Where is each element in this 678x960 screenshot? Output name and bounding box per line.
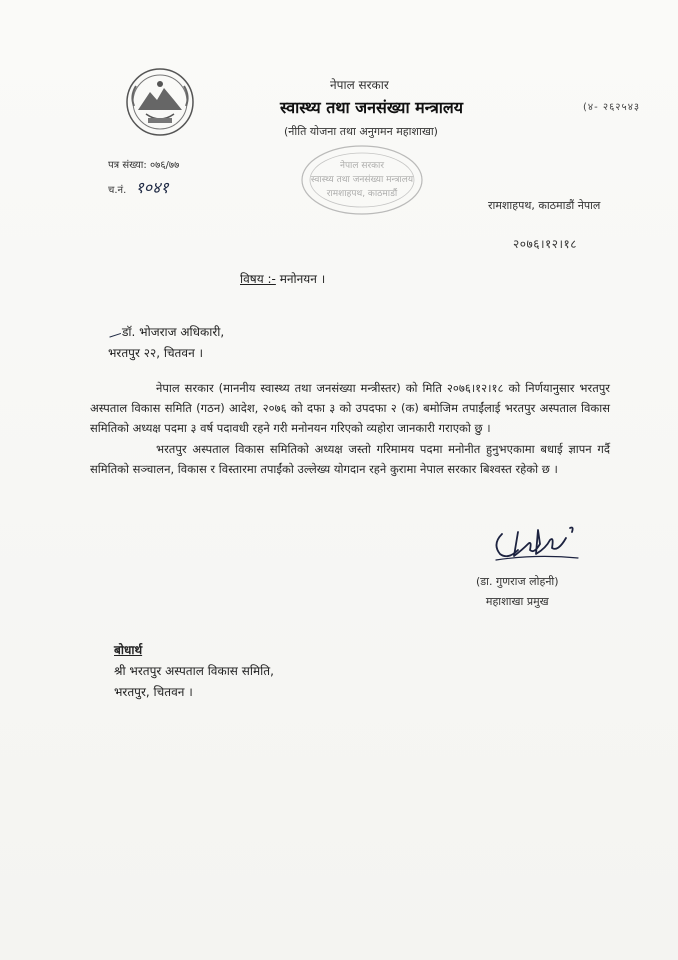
letter-number-label: पत्र संख्या: xyxy=(108,160,147,171)
signatory-name: (डा. गुणराज लोहनी) xyxy=(476,575,559,588)
letter-number-value: ०७६/७७ xyxy=(149,160,180,171)
nepal-emblem-icon xyxy=(124,66,196,138)
office-stamp xyxy=(298,140,426,220)
government-name: नेपाल सरकार xyxy=(330,78,389,92)
stamp-line2: स्वास्थ्य तथा जनसंख्या मन्त्रालय xyxy=(310,175,414,185)
body-paragraph-1: नेपाल सरकार (माननीय स्वास्थ्य तथा जनसंख्या मन्त्रीस्तर) को मिति २०७६।१२।१८ को निर्णयानुसार भरतपुर अस्पताल विकास समिति (गठन) आदेश, २०७६ को दफा ३ को उपदफा २ (क) बमोजिम तपाईंलाई भरतपुर अस्पताल विकास समितिको अध्यक्ष पदमा ३ वर्ष पदावधी रहने गरी मनोनयन गरिएको व्यहोरा जानकारी गराएको छु । xyxy=(90,381,610,435)
office-address: रामशाहपथ, काठमाडौं नेपाल xyxy=(488,199,601,212)
signatory-block xyxy=(476,572,559,612)
subject-value: मनोनयन । xyxy=(279,272,326,286)
signatory-title: महाशाखा प्रमुख xyxy=(485,595,549,608)
dispatch-number-label: च.नं. xyxy=(108,185,127,196)
ministry-name: स्वास्थ्य तथा जनसंख्या मन्त्रालय xyxy=(280,98,464,117)
subject-line xyxy=(240,270,325,287)
division-name: (नीति योजना तथा अनुगमन महाशाखा) xyxy=(284,125,438,138)
handwritten-mark-icon xyxy=(107,325,121,337)
recipient-location: भरतपुर २२, चितवन । xyxy=(108,346,204,360)
recipient-name-row xyxy=(108,322,224,343)
recipient-block xyxy=(108,322,224,364)
stamp-line3: रामशाहपथ, काठमाडौं xyxy=(326,189,398,199)
dispatch-number-row xyxy=(108,176,169,198)
dispatch-number-value: १०४१ xyxy=(135,178,169,197)
subject-label: विषय :- xyxy=(240,272,276,286)
letter-number-row xyxy=(108,157,179,171)
cc-heading: बोधार्थ xyxy=(114,643,143,657)
cc-line-2: भरतपुर, चितवन । xyxy=(114,685,193,699)
signature-image xyxy=(488,514,584,568)
letter-body xyxy=(90,378,610,480)
phone-number: (४- २६२५४३ xyxy=(583,102,641,113)
cc-block xyxy=(114,640,274,703)
recipient-name: डॉ. भोजराज अधिकारी, xyxy=(122,325,225,339)
cc-line-1: श्री भरतपुर अस्पताल विकास समिति, xyxy=(114,664,274,678)
letter-date: २०७६।१२।१८ xyxy=(513,237,578,251)
body-paragraph-2: भरतपुर अस्पताल विकास समितिको अध्यक्ष जस्तो गरिमामय पदमा मनोनीत हुनुभएकामा बधाई ज्ञापन गर्दै समितिको सञ्चालन, विकास र विस्तारमा तपाईंको उल्लेख्य योगदान रहने कुरामा नेपाल सरकार बिश्वस्त रहेको छ । xyxy=(90,442,610,476)
stamp-line1: नेपाल सरकार xyxy=(339,161,385,171)
